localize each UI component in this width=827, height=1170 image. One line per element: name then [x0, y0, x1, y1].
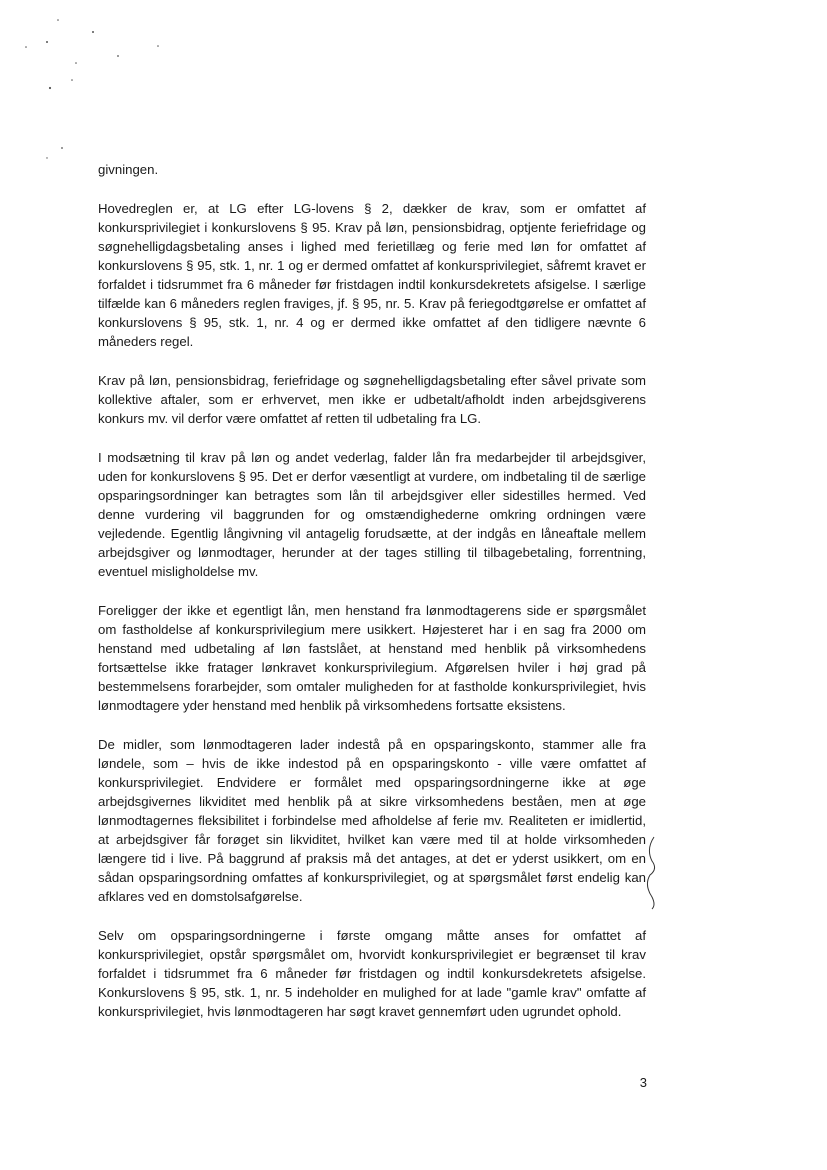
- paragraph: givningen.: [98, 162, 159, 177]
- paragraph: Foreligger der ikke et egentligt lån, men henstand fra lønmodtagerens side er spørgsmålet om fastholdelse af konkursprivilegium mere usikkert. Højesteret har i en sag fra 2000 om henstand med udbetaling af løn fastslået, at henstand med henblik på virksomhedens fortsættelse ikke fratager lønkravet konkursprivilegium. Afgørelsen hviler i høj grad på bestemmelsens forarbejder, som omtaler muligheden for at fastholde konkursprivilegiet, hvis lønmodtagere yder henstand med henblik på virksomhedens fortsatte eksistens.: [98, 603, 646, 713]
- paragraph: Hovedreglen er, at LG efter LG-lovens § 2, dækker de krav, som er omfattet af konkursprivilegiet i konkurslovens § 95. Krav på løn, pensionsbidrag, optjente feriefridage og søgnehelligdagsbetaling anses i lighed med ferietillæg og ferie med løn for omfattet af konkurslovens § 95, stk. 1, nr. 1 og er dermed omfattet af konkursprivilegiet, såfremt kravet er forfaldet i tidsrummet fra 6 måneder før fristdagen indtil konkursdekretets afsigelse. I særlige tilfælde kan 6 måneders reglen fraviges, jf. § 95, nr. 5. Krav på feriegodtgørelse er omfattet af konkurslovens § 95, stk. 1, nr. 4 og er dermed ikke omfattet af den tidligere nævnte 6 måneders regel.: [98, 201, 646, 349]
- body-text: [98, 160, 646, 1041]
- paragraph: Krav på løn, pensionsbidrag, feriefridage og søgnehelligdagsbetaling efter såvel private som kollektive aftaler, som er erhvervet, men ikke er udbetalt/afholdt inden arbejdsgiverens konkurs mv. vil derfor være omfattet af retten til udbetaling fra LG.: [98, 373, 646, 426]
- paragraph: Selv om opsparingsordningerne i første omgang måtte anses for omfattet af konkursprivilegiet, opstår spørgsmålet om, hvorvidt konkursprivilegiet er begrænset til krav forfaldet i tidsrummet fra 6 måneder før fristdagen og indtil konkursdekretets afsigelse. Konkurslovens § 95, stk. 1, nr. 5 indeholder en mulighed for at lade "gamle krav" omfatte af konkursprivilegiet, hvis lønmodtageren har søgt kravet gennemført uden ugrundet ophold.: [98, 928, 646, 1019]
- margin-bracket-mark: [640, 835, 670, 910]
- scan-specks: [0, 0, 200, 170]
- paragraph: De midler, som lønmodtageren lader indestå på en opsparingskonto, stammer alle fra løndele, som – hvis de ikke indestod på en opsparingskonto - ville være omfattet af konkursprivilegiet. Endvidere er formålet med opsparingsordningerne ikke at øge arbejdsgivernes likviditet med henblik på at sikre virksomhedens beståen, men at øge lønmodtagernes fleksibilitet i forbindelse med afholdelse af ferie mv. Realiteten er imidlertid, at arbejdsgiver får forøget sin likviditet, hvilket kan være med til at holde virksomheden længere tid i live. På baggrund af praksis må det antages, at det er yderst usikkert, om en sådan opsparingsordning omfattes af konkursprivilegiet, og at spørgsmålet først endelig kan afklares ved en domstolsafgørelse.: [98, 737, 646, 904]
- page-number: 3: [639, 1075, 647, 1090]
- paragraph: I modsætning til krav på løn og andet vederlag, falder lån fra medarbejder til arbejdsgiver, uden for konkurslovens § 95. Det er derfor væsentligt at vurdere, om indbetaling til de særlige opsparingsordninger kan betragtes som lån til arbejdsgiver eller sidestilles hermed. Ved denne vurdering vil baggrunden for og omstændighederne omkring ordningen være vejledende. Egentlig långivning vil antagelig forudsætte, at der indgås en låneaftale mellem arbejdsgiver og lønmodtager, herunder at der tages stilling til tilbagebetaling, forrentning, eventuel misligholdelse mv.: [98, 450, 646, 579]
